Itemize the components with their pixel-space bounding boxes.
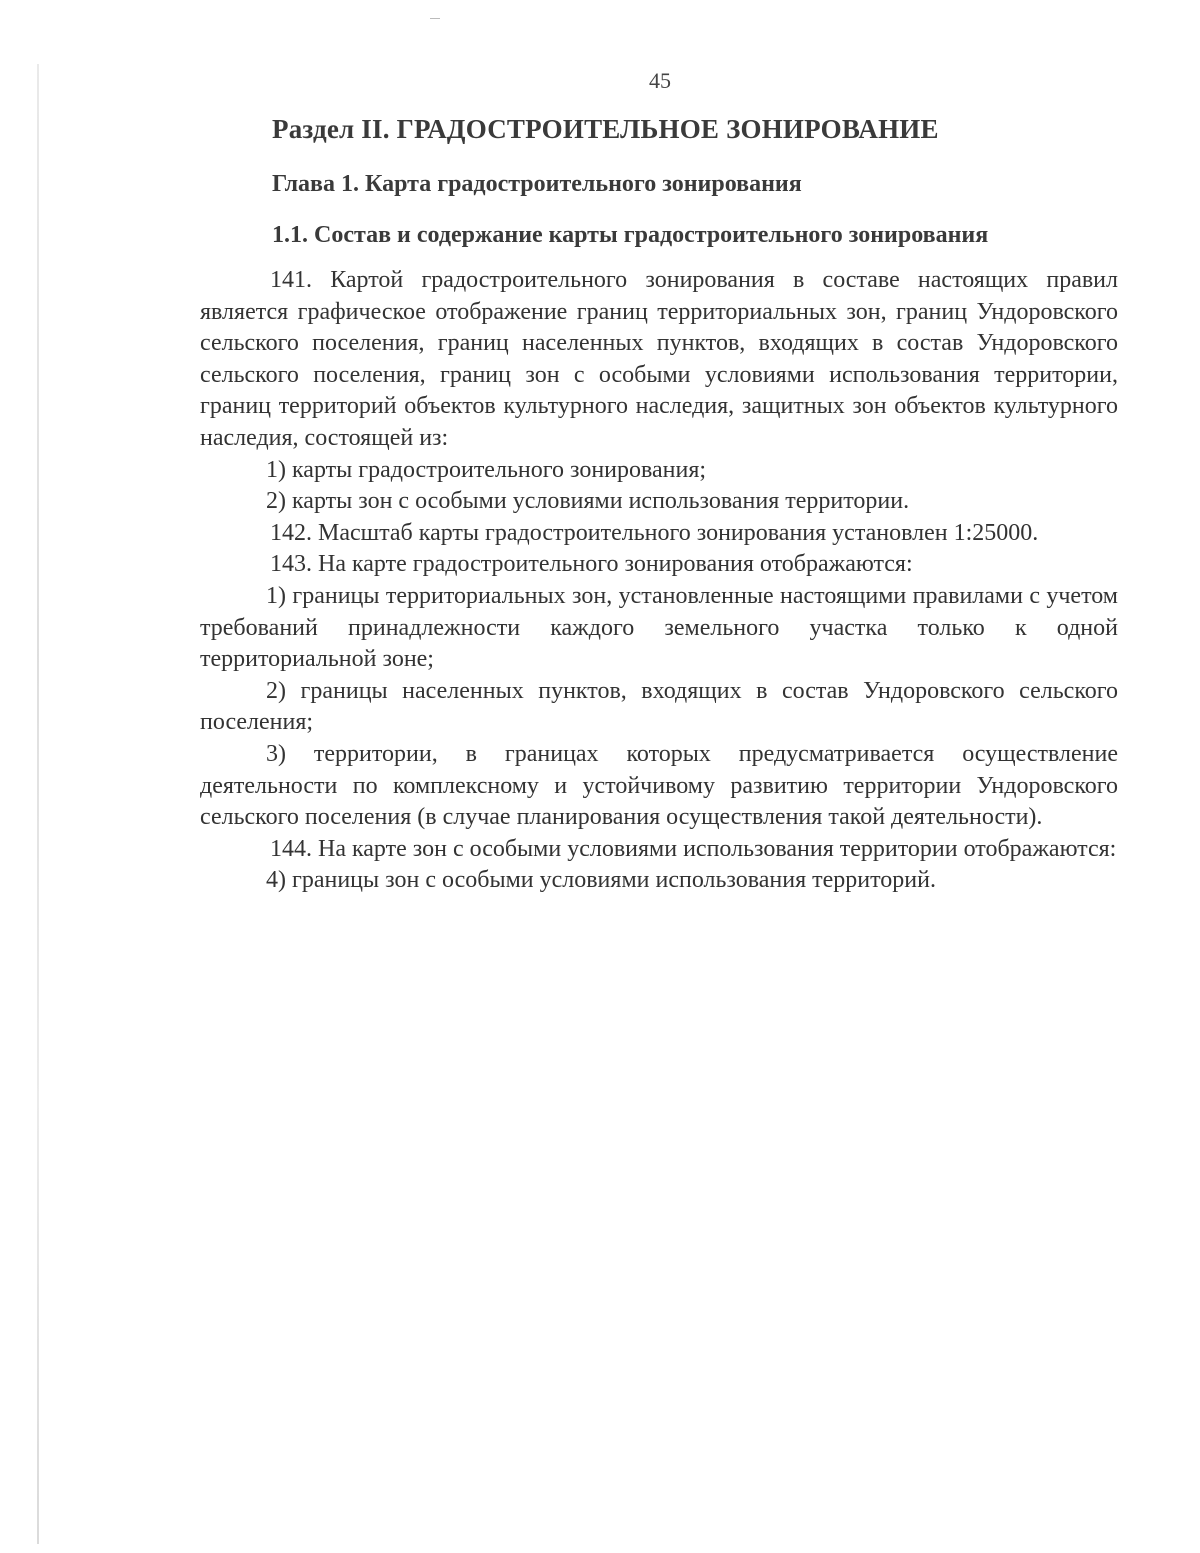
list-item-2: 2) карты зон с особыми условиями использования территории. — [266, 488, 910, 515]
list-item-143-2: 2) границы населенных пунктов, входящих в состав Ундоровского сельского поселения; — [200, 677, 1118, 736]
section-title: Раздел II. ГРАДОСТРОИТЕЛЬНОЕ ЗОНИРОВАНИЕ — [272, 114, 939, 144]
paragraph-144: 144. На карте зон с особыми условиями использования территории отображаются: — [270, 835, 1117, 862]
document-body — [200, 108, 1118, 897]
list-item-143-1: 1) границы территориальных зон, установленные настоящими правилами с учетом требований принадлежности каждого земельного участка только к одной территориальной зоне; — [200, 582, 1118, 673]
scan-edge-line — [37, 64, 39, 1544]
list-item-1: 1) карты градостроительного зонирования; — [266, 456, 707, 483]
paragraph-142: 142. Масштаб карты градостроительного зонирования установлен 1:25000. — [270, 519, 1039, 546]
list-item-144-4: 4) границы зон с особыми условиями использования территорий. — [266, 867, 936, 894]
paragraph-143: 143. На карте градостроительного зонирования отображаются: — [270, 551, 913, 578]
list-item-143-3: 3) территории, в границах которых предусматривается осуществление деятельности по комплексному и устойчивому развитию территории Ундоровского сельского поселения (в случае планирования осуществления такой деятельности). — [200, 740, 1118, 831]
chapter-title: Глава 1. Карта градостроительного зонирования — [272, 171, 802, 197]
paragraphs — [200, 265, 1118, 897]
page-number: 45 — [649, 68, 671, 93]
paragraph-141: 141. Картой градостроительного зонирования в составе настоящих правил является графическое отображение границ территориальных зон, границ Ундоровского сельского поселения, границ населенных пунктов, входящих в состав Ундоровского сельского поселения, границ зон с особыми условиями использования территории, границ территорий объектов культурного наследия, защитных зон объектов культурного наследия, состоящей из: — [200, 267, 1118, 451]
subsection-title: 1.1. Состав и содержание карты градостроительного зонирования — [272, 222, 989, 248]
scan-speck — [430, 18, 440, 19]
